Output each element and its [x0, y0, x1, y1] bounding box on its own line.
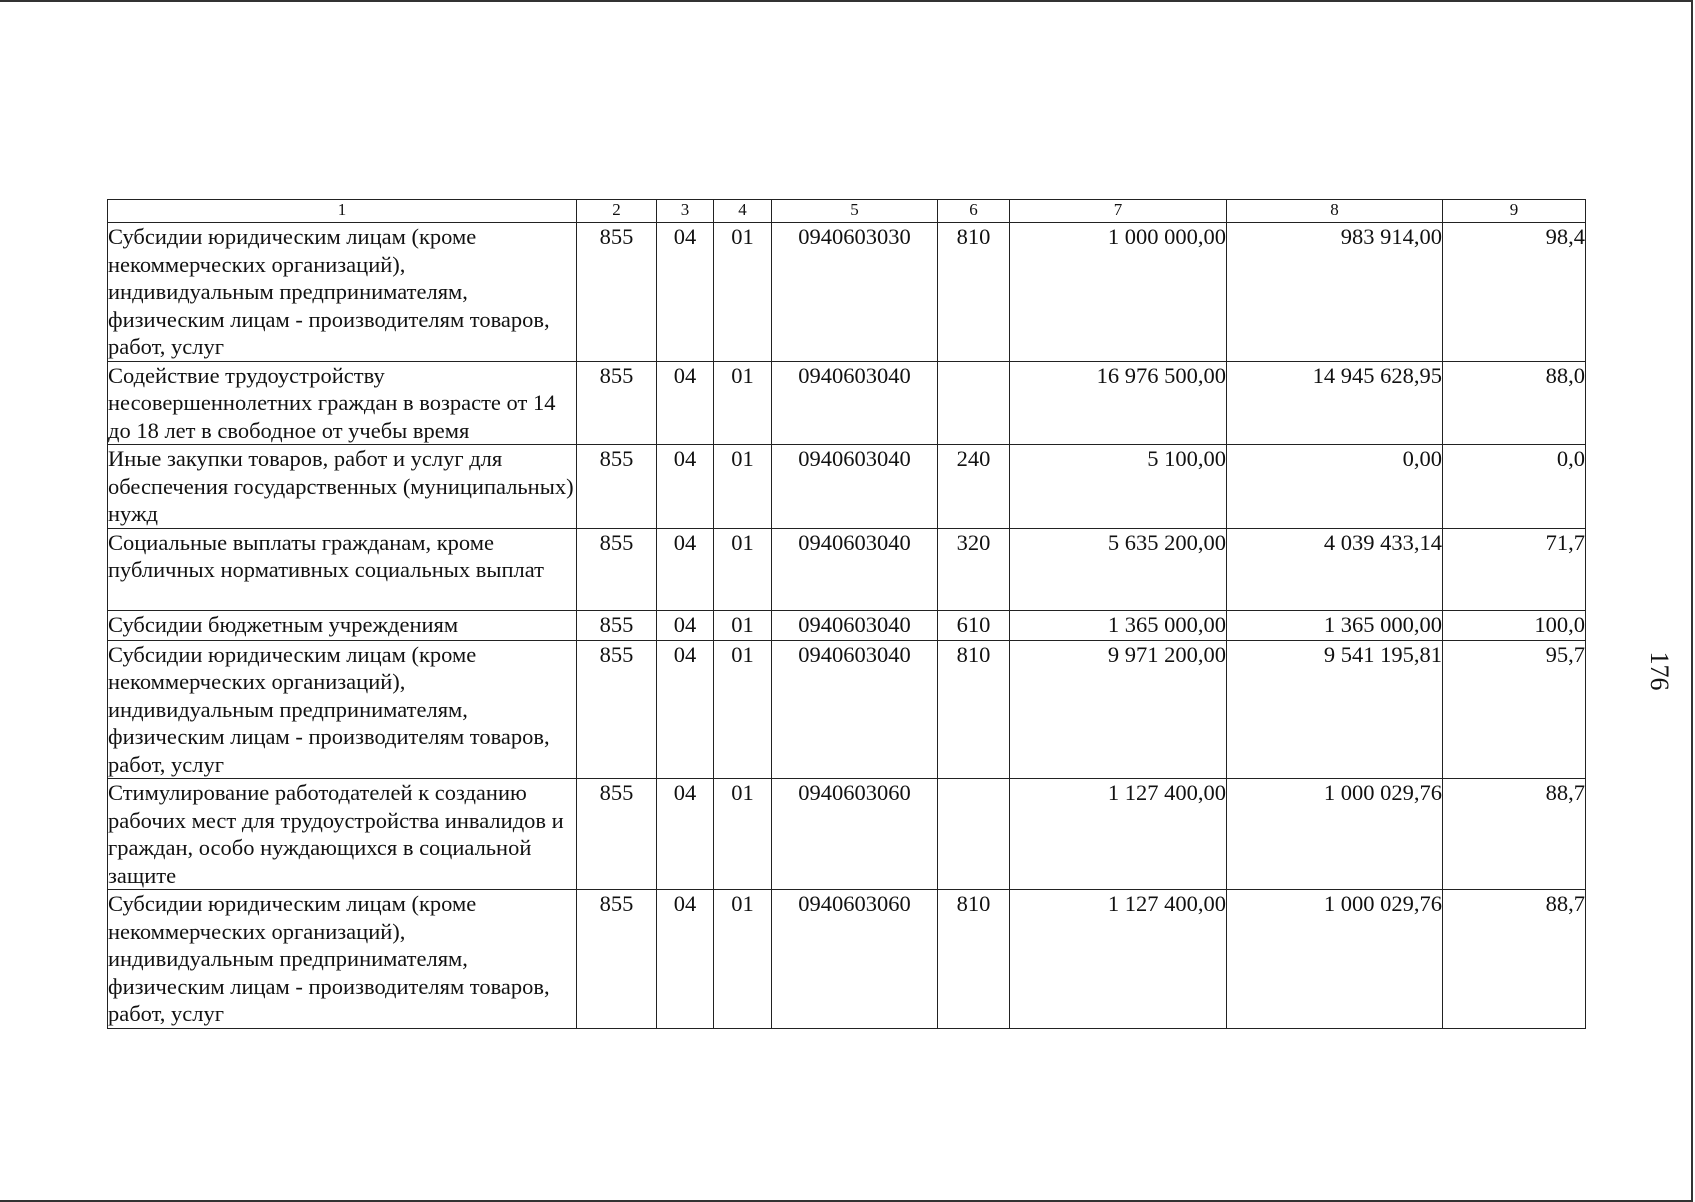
executed-amount-cell: 1 000 029,76 [1227, 890, 1443, 1029]
percent-cell: 95,7 [1443, 640, 1586, 779]
target-article-cell: 0940603060 [772, 779, 938, 890]
executed-amount-cell: 14 945 628,95 [1227, 361, 1443, 445]
planned-amount-cell: 1 127 400,00 [1010, 890, 1227, 1029]
subsection-cell: 01 [714, 445, 772, 529]
target-article-cell: 0940603040 [772, 640, 938, 779]
section-cell: 04 [657, 610, 714, 640]
percent-cell: 88,7 [1443, 890, 1586, 1029]
row-description: Социальные выплаты гражданам, кроме публичных нормативных социальных выплат [108, 528, 577, 610]
planned-amount-cell: 16 976 500,00 [1010, 361, 1227, 445]
row-description: Субсидии бюджетным учреждениям [108, 610, 577, 640]
table-row [108, 779, 1586, 890]
expense-type-cell: 810 [938, 890, 1010, 1029]
subsection-cell: 01 [714, 640, 772, 779]
executed-amount-cell: 983 914,00 [1227, 223, 1443, 362]
executed-amount-cell: 4 039 433,14 [1227, 528, 1443, 610]
table-row [108, 361, 1586, 445]
planned-amount-cell: 1 000 000,00 [1010, 223, 1227, 362]
expense-type-cell [938, 361, 1010, 445]
planned-amount-cell: 5 635 200,00 [1010, 528, 1227, 610]
table-row [108, 890, 1586, 1029]
budget-table [107, 199, 1586, 1029]
section-cell: 04 [657, 640, 714, 779]
row-description: Стимулирование работодателей к созданию рабочих мест для трудоустройства инвалидов и граждан, особо нуждающихся в социальной защите [108, 779, 577, 890]
subsection-cell: 01 [714, 528, 772, 610]
executed-amount-cell: 0,00 [1227, 445, 1443, 529]
target-article-cell: 0940603040 [772, 528, 938, 610]
column-header: 5 [772, 200, 938, 223]
section-cell: 04 [657, 361, 714, 445]
column-header: 1 [108, 200, 577, 223]
percent-cell: 71,7 [1443, 528, 1586, 610]
page-number: 176 [1645, 651, 1674, 691]
column-header: 2 [577, 200, 657, 223]
percent-cell: 88,0 [1443, 361, 1586, 445]
subsection-cell: 01 [714, 223, 772, 362]
percent-cell: 0,0 [1443, 445, 1586, 529]
admin-code-cell: 855 [577, 640, 657, 779]
admin-code-cell: 855 [577, 445, 657, 529]
expense-type-cell: 810 [938, 640, 1010, 779]
planned-amount-cell: 1 127 400,00 [1010, 779, 1227, 890]
section-cell: 04 [657, 223, 714, 362]
percent-cell: 100,0 [1443, 610, 1586, 640]
row-description: Иные закупки товаров, работ и услуг для обеспечения государственных (муниципальных) нужд [108, 445, 577, 529]
subsection-cell: 01 [714, 779, 772, 890]
target-article-cell: 0940603040 [772, 361, 938, 445]
percent-cell: 88,7 [1443, 779, 1586, 890]
column-header: 6 [938, 200, 1010, 223]
table-row [108, 528, 1586, 610]
percent-cell: 98,4 [1443, 223, 1586, 362]
planned-amount-cell: 9 971 200,00 [1010, 640, 1227, 779]
planned-amount-cell: 1 365 000,00 [1010, 610, 1227, 640]
row-description: Содействие трудоустройству несовершеннолетних граждан в возрасте от 14 до 18 лет в свободное от учебы время [108, 361, 577, 445]
admin-code-cell: 855 [577, 528, 657, 610]
subsection-cell: 01 [714, 610, 772, 640]
expense-type-cell: 610 [938, 610, 1010, 640]
expense-type-cell: 810 [938, 223, 1010, 362]
admin-code-cell: 855 [577, 361, 657, 445]
column-header: 8 [1227, 200, 1443, 223]
table-row [108, 610, 1586, 640]
row-description: Субсидии юридическим лицам (кроме некоммерческих организаций), индивидуальным предпринимателям, физическим лицам - производителям товаров, работ, услуг [108, 890, 577, 1029]
subsection-cell: 01 [714, 890, 772, 1029]
executed-amount-cell: 9 541 195,81 [1227, 640, 1443, 779]
column-header: 7 [1010, 200, 1227, 223]
admin-code-cell: 855 [577, 223, 657, 362]
section-cell: 04 [657, 890, 714, 1029]
column-header: 4 [714, 200, 772, 223]
column-header: 3 [657, 200, 714, 223]
executed-amount-cell: 1 000 029,76 [1227, 779, 1443, 890]
section-cell: 04 [657, 779, 714, 890]
admin-code-cell: 855 [577, 610, 657, 640]
subsection-cell: 01 [714, 361, 772, 445]
target-article-cell: 0940603060 [772, 890, 938, 1029]
target-article-cell: 0940603040 [772, 445, 938, 529]
column-header: 9 [1443, 200, 1586, 223]
row-description: Субсидии юридическим лицам (кроме некоммерческих организаций), индивидуальным предпринимателям, физическим лицам - производителям товаров, работ, услуг [108, 640, 577, 779]
row-description: Субсидии юридическим лицам (кроме некоммерческих организаций), индивидуальным предпринимателям, физическим лицам - производителям товаров, работ, услуг [108, 223, 577, 362]
target-article-cell: 0940603040 [772, 610, 938, 640]
target-article-cell: 0940603030 [772, 223, 938, 362]
expense-type-cell [938, 779, 1010, 890]
column-number-row [108, 200, 1586, 223]
executed-amount-cell: 1 365 000,00 [1227, 610, 1443, 640]
section-cell: 04 [657, 445, 714, 529]
table-row [108, 223, 1586, 362]
expense-type-cell: 320 [938, 528, 1010, 610]
section-cell: 04 [657, 528, 714, 610]
expense-type-cell: 240 [938, 445, 1010, 529]
table-row [108, 445, 1586, 529]
admin-code-cell: 855 [577, 890, 657, 1029]
table-row [108, 640, 1586, 779]
admin-code-cell: 855 [577, 779, 657, 890]
planned-amount-cell: 5 100,00 [1010, 445, 1227, 529]
